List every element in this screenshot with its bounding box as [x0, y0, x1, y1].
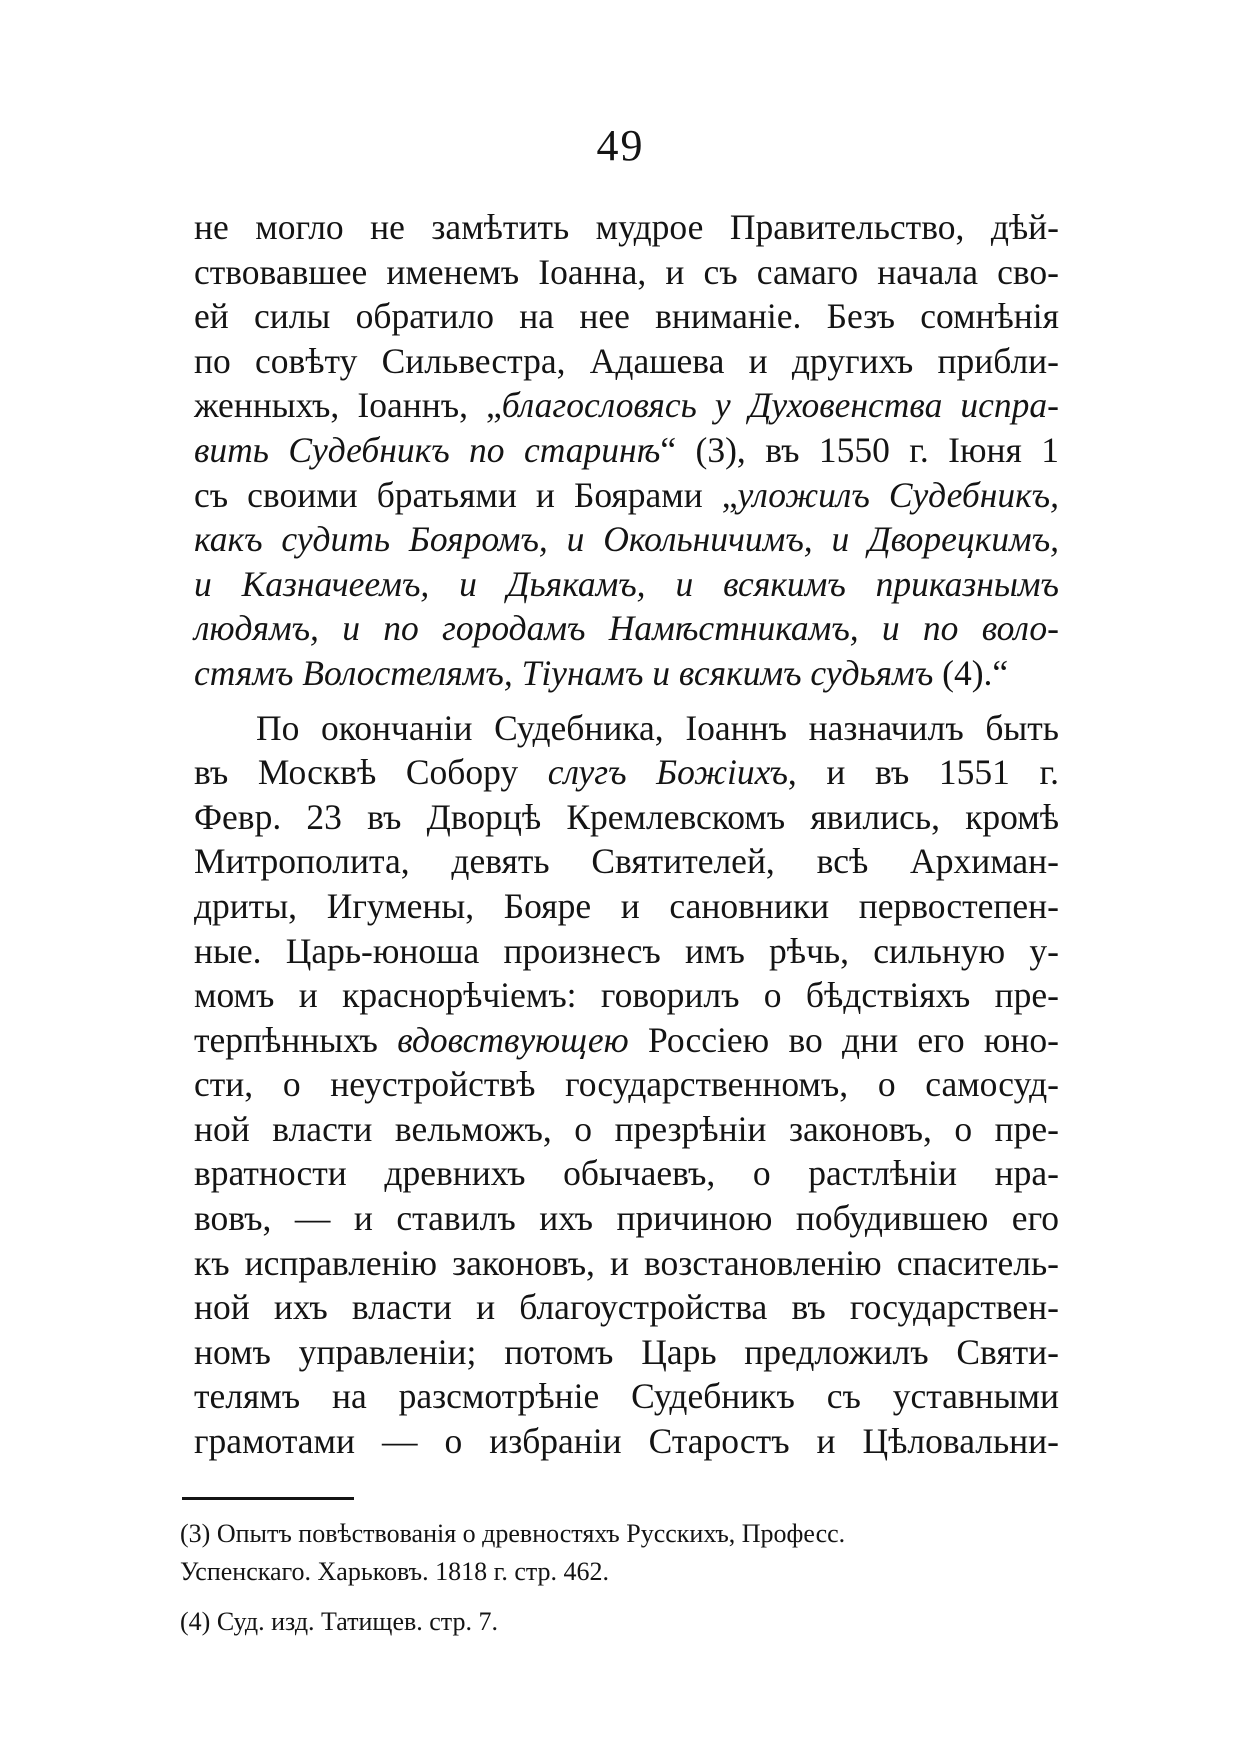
- text-line: [194, 651, 1059, 696]
- italic-quote: благословясь у Духовенства испра-: [501, 385, 1059, 426]
- text-line: [194, 750, 1059, 795]
- text-segment: , и въ 1551 г.: [787, 752, 1059, 793]
- text-line-italic: какъ судить Бояромъ, и Окольничимъ, и Дворецкимъ,: [194, 519, 1059, 560]
- text-line: вовъ, — и ставилъ ихъ причиною побудившею его: [194, 1198, 1059, 1239]
- footnote-3-line-2: Успенскаго. Харьковъ. 1818 г. стр. 462.: [180, 1557, 610, 1586]
- text-line: дриты, Игумены, Бояре и сановники первостепен-: [194, 885, 1059, 926]
- text-line: момъ и краснорѣчіемъ: говорилъ о бѣдствіяхъ пре-: [194, 975, 1059, 1016]
- paragraph-1: [194, 205, 1059, 696]
- text-line: Митрополита, девять Святителей, всѣ Архиман-: [194, 841, 1059, 882]
- text-segment: въ Москвѣ Собору: [194, 752, 548, 793]
- text-segment: “ (3), въ 1550 г. Іюня 1: [660, 429, 1059, 470]
- italic-phrase: слугъ Божіихъ: [547, 752, 788, 793]
- italic-quote: вить Судебникъ по старинѣ: [194, 429, 661, 470]
- text-segment: (4).“: [933, 652, 1009, 693]
- text-line: [194, 473, 1059, 518]
- text-line: ной власти вельможъ, о презрѣніи законовъ, о пре-: [194, 1108, 1059, 1149]
- paragraph-2: [194, 706, 1059, 1464]
- text-line: [194, 383, 1059, 428]
- text-line: сти, о неустройствѣ государственномъ, о самосуд-: [194, 1064, 1059, 1105]
- footnote-4: (4) Суд. изд. Татищев. стр. 7.: [180, 1607, 498, 1636]
- italic-quote: стямъ Волостелямъ, Тіунамъ и всякимъ судьямъ: [194, 652, 934, 693]
- text-line-italic: и Казначеемъ, и Дьякамъ, и всякимъ приказнымъ: [194, 563, 1059, 604]
- text-line: [194, 428, 1059, 473]
- text-line-italic: людямъ, и по городамъ Намѣстникамъ, и по воло-: [194, 608, 1059, 649]
- text-segment: терпѣнныхъ: [194, 1019, 398, 1060]
- text-line: ной ихъ власти и благоустройства въ государствен-: [194, 1287, 1059, 1328]
- text-line: по совѣту Сильвестра, Адашева и другихъ прибли-: [194, 340, 1059, 381]
- text-line: къ исправленію законовъ, и возстановленію спаситель-: [194, 1242, 1059, 1283]
- text-segment: женныхъ, Іоаннъ, „: [194, 385, 502, 426]
- footnote-3-line-1: (3) Опытъ повѣствованія о древностяхъ Русскихъ, Професс.: [180, 1519, 846, 1548]
- text-line: По окончаніи Судебника, Іоаннъ назначилъ быть: [256, 707, 1059, 748]
- footnotes: [180, 1515, 1060, 1641]
- page-number: 49: [596, 121, 645, 170]
- text-line: [194, 1018, 1059, 1063]
- text-line: ей силы обратило на нее вниманіе. Безъ сомнѣнія: [194, 296, 1059, 337]
- text-line: ствовавшее именемъ Іоанна, и съ самаго начала сво-: [194, 251, 1059, 292]
- text-segment: Россіею во дни его юно-: [628, 1019, 1059, 1060]
- text-line: грамотами — о избраніи Старостъ и Цѣловальни-: [194, 1421, 1059, 1462]
- footnote-gap: [180, 1591, 1060, 1603]
- text-line: не могло не замѣтить мудрое Правительство, дѣй-: [194, 207, 1059, 247]
- footnote-divider: [182, 1497, 354, 1500]
- text-line: Февр. 23 въ Дворцѣ Кремлевскомъ явились, кромѣ: [194, 796, 1059, 837]
- text-line: ные. Царь-юноша произнесъ имъ рѣчь, сильную у-: [194, 930, 1059, 971]
- text-line: телямъ на разсмотрѣніе Судебникъ съ уставными: [194, 1376, 1059, 1417]
- paragraph-gap: [194, 696, 1059, 706]
- text-line: вратности древнихъ обычаевъ, о растлѣніи нра-: [194, 1153, 1059, 1194]
- italic-phrase: вдовствующею: [397, 1019, 629, 1060]
- text-line: номъ управленіи; потомъ Царь предложилъ Святи-: [194, 1331, 1059, 1372]
- main-text: [194, 205, 1059, 1464]
- text-segment: съ своими братьями и Боярами „: [194, 474, 738, 515]
- italic-quote: уложилъ Судебникъ,: [737, 474, 1059, 515]
